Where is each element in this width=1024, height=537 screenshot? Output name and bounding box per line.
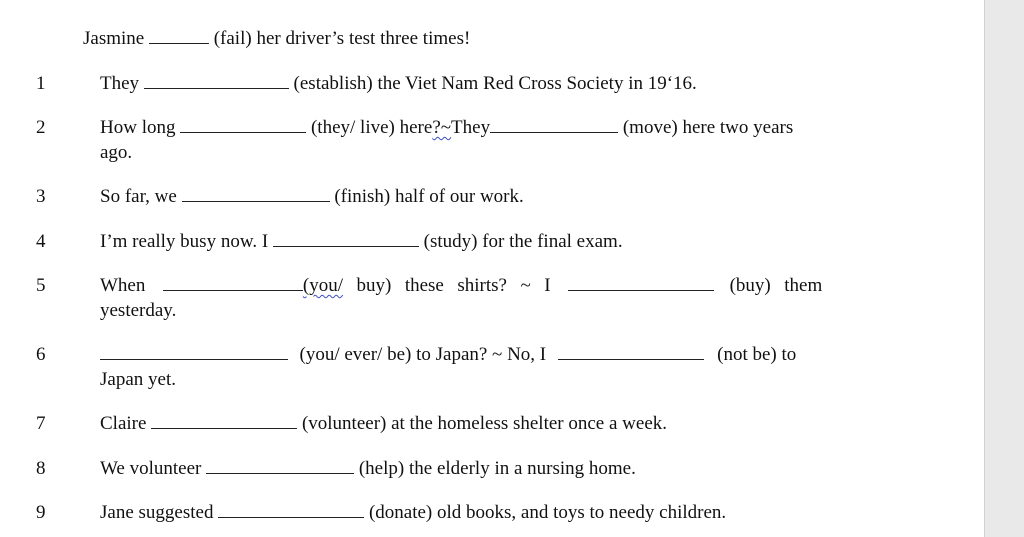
window-scroll-area[interactable] xyxy=(984,0,1024,537)
answer-blank[interactable] xyxy=(151,413,297,429)
answer-blank[interactable] xyxy=(149,28,209,44)
sentence-text: (buy) xyxy=(729,275,771,296)
sentence-9 xyxy=(100,501,726,525)
sentence-8 xyxy=(100,457,636,481)
item-number: 3 xyxy=(36,186,46,207)
item-number: 6 xyxy=(36,344,46,365)
sentence-4 xyxy=(100,230,623,254)
sentence-6 xyxy=(100,343,796,367)
sentence-text: They xyxy=(100,73,140,94)
sentence-text: (you/ xyxy=(302,275,343,296)
sentence-text: (help) the elderly in a nursing home. xyxy=(358,458,636,479)
item-number: 9 xyxy=(36,502,46,523)
item-number: 7 xyxy=(36,413,46,434)
example-sentence xyxy=(83,27,470,51)
sentence-text: So far, we xyxy=(100,186,177,207)
item-number: 4 xyxy=(36,231,46,252)
sentence-1 xyxy=(100,72,697,96)
example-prompt: (fail) her driver’s test three times! xyxy=(213,28,471,49)
answer-blank[interactable] xyxy=(206,458,354,474)
answer-blank[interactable] xyxy=(180,117,306,133)
item-number: 1 xyxy=(36,73,46,94)
sentence-text: buy) xyxy=(356,275,392,296)
sentence-5-continued: yesterday. xyxy=(100,300,177,321)
answer-blank[interactable] xyxy=(144,73,289,89)
sentence-7 xyxy=(100,412,667,436)
sentence-text: (study) for the final exam. xyxy=(423,231,623,252)
sentence-text: them xyxy=(784,275,823,296)
sentence-6-continued: Japan yet. xyxy=(100,369,176,390)
answer-blank[interactable] xyxy=(163,275,303,291)
answer-blank[interactable] xyxy=(568,275,714,291)
sentence-2 xyxy=(100,116,793,140)
sentence-text: I’m really busy now. I xyxy=(100,231,269,252)
answer-blank[interactable] xyxy=(100,344,288,360)
answer-blank[interactable] xyxy=(490,117,618,133)
item-number: 8 xyxy=(36,458,46,479)
answer-blank[interactable] xyxy=(558,344,704,360)
answer-blank[interactable] xyxy=(182,186,330,202)
sentence-text: Jane suggested xyxy=(100,502,214,523)
sentence-3 xyxy=(100,185,524,209)
sentence-text: I xyxy=(544,275,551,296)
sentence-text: How long xyxy=(100,117,176,138)
sentence-text: (finish) half of our work. xyxy=(334,186,524,207)
grammar-mark: ?~ xyxy=(432,117,452,138)
answer-blank[interactable] xyxy=(273,231,419,247)
sentence-text: (they/ live) here xyxy=(310,117,433,138)
sentence-text: When xyxy=(100,275,146,296)
sentence-5 xyxy=(100,274,822,298)
sentence-text: (volunteer) at the homeless shelter once a week. xyxy=(301,413,668,434)
sentence-text: (you/ ever/ be) to Japan? ~ No, I xyxy=(299,344,547,365)
item-number: 2 xyxy=(36,117,46,138)
item-number: 5 xyxy=(36,275,46,296)
sentence-text: Claire xyxy=(100,413,147,434)
sentence-text: (not be) to xyxy=(717,344,797,365)
sentence-text: (move) here two years xyxy=(622,117,794,138)
sentence-text: shirts? xyxy=(457,275,507,296)
sentence-text: We volunteer xyxy=(100,458,202,479)
example-subject: Jasmine xyxy=(83,28,145,49)
sentence-2-continued: ago. xyxy=(100,142,133,163)
sentence-text: They xyxy=(451,117,491,138)
sentence-text: ~ xyxy=(520,275,531,296)
sentence-text: (establish) the Viet Nam Red Cross Society in 19‘16. xyxy=(293,73,697,94)
sentence-text: these xyxy=(404,275,444,296)
answer-blank[interactable] xyxy=(218,502,364,518)
sentence-text: (donate) old books, and toys to needy children. xyxy=(368,502,727,523)
